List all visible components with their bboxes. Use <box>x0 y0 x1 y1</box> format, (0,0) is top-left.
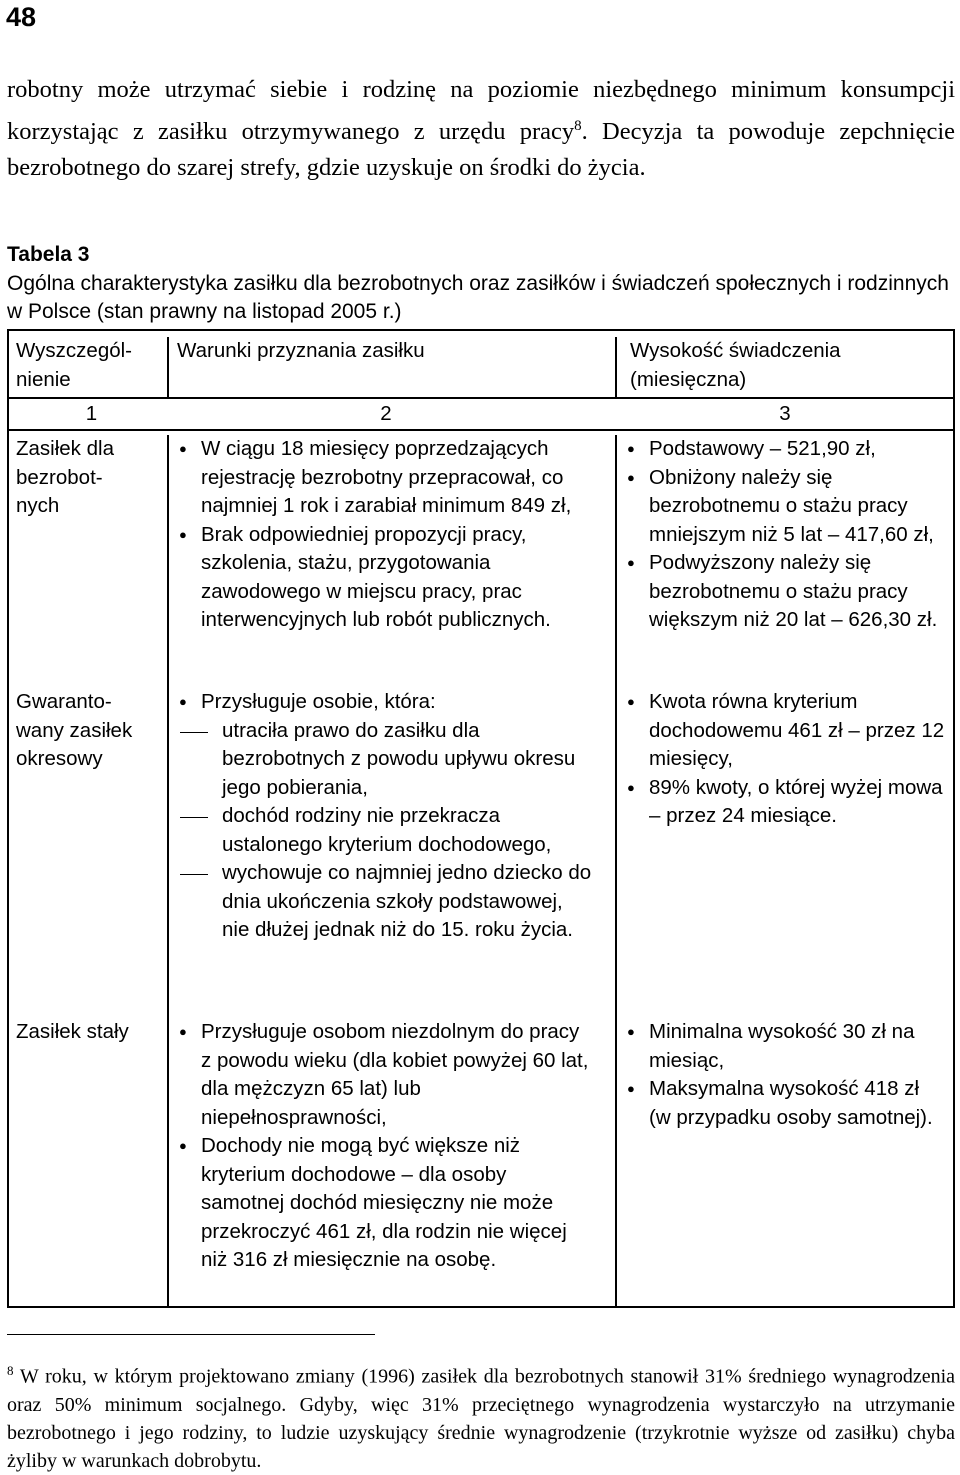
amount-cell <box>617 1016 953 1306</box>
table-title: Ogólna charakterystyka zasiłku dla bezrobotnych oraz zasiłków i świadczeń społecznych i rodzinnych w Polsce (stan prawny na listopad 2005 r.) <box>7 271 949 323</box>
list-item: ● Maksymalna wysokość 418 zł (w przypadku osoby samotnej). <box>625 1075 945 1132</box>
column-number: 2 <box>380 402 392 425</box>
table-row <box>9 431 953 686</box>
list-item: ● W ciągu 18 miesięcy poprzedzających rejestrację bezrobotny przepracował, co najmniej 1 rok i zarabiał minimum 849 zł, <box>177 435 595 521</box>
table-caption <box>7 241 955 327</box>
list-item <box>177 688 595 717</box>
sub-list-item: utraciła prawo do zasiłku dla bezrobotnych z powodu upływu okresu jego pobierania, <box>177 717 595 803</box>
column-number-row <box>9 397 953 431</box>
table-row <box>9 686 953 1016</box>
header-cell: Wyszczegól- nienie <box>16 339 133 391</box>
page-number: 48 <box>6 2 37 32</box>
benefits-table <box>7 329 955 1308</box>
table-number: Tabela 3 <box>7 243 90 266</box>
intro-text-continued: . Decyzja ta powoduje zepchnięcie bezrobotnego do szarej strefy, gdzie uzyskuje on środki do życia. <box>7 118 955 182</box>
row-name: Gwaranto- wany zasiłek okresowy <box>16 690 133 770</box>
footnote-text: W roku, w którym projektowano zmiany (1996) zasiłek dla bezrobotnych stanowił 31% średniego wynagrodzenia oraz 50% minimum socjalnego. Gdyby, więc 31% przeciętnego wynagrodzenia wystarczyło na utrzymanie bezrobotnego i jego rodziny, to ludzie uzyskujący średnie wynagrodzenie (trzykrotnie wyższe od zasiłku) chyba żyliby w warunkach dobrobytu. <box>7 1365 956 1472</box>
list-item: ● Brak odpowiedniej propozycji pracy, szkolenia, stażu, przygotowania zawodowego w miejscu pracy, prac interwencyjnych lub robót publicznych. <box>177 521 595 635</box>
list-item: ● Podwyższony należy się bezrobotnemu o stażu pracy większym niż 20 lat – 626,30 zł. <box>625 549 945 635</box>
footnote-marker: 8 <box>7 1363 14 1378</box>
list-item: ● Kwota równa kryterium dochodowemu 461 zł – przez 12 miesięcy, <box>625 688 945 774</box>
sub-list-item: dochód rodziny nie przekracza ustalonego kryterium dochodowego, <box>177 802 595 859</box>
conditions-cell <box>167 686 617 1016</box>
column-number: 3 <box>779 402 791 425</box>
list-item: ● 89% kwoty, o której wyżej mowa – przez 24 miesiące. <box>625 774 945 831</box>
header-cell: Warunki przyznania zasiłku <box>167 337 617 397</box>
intro-text: robotny może utrzymać siebie i rodzinę na poziomie niezbędnego minimum konsumpcji korzystając z zasiłku otrzymywanego z urzędu pracy <box>7 76 955 146</box>
intro-paragraph <box>7 72 955 186</box>
column-number: 1 <box>85 402 98 425</box>
table-row <box>9 1016 953 1306</box>
conditions-intro: Przysługuje osobie, która: <box>201 690 436 713</box>
footnote-reference: 8 <box>574 118 582 134</box>
list-item: ● Dochody nie mogą być większe niż kryterium dochodowe – dla osoby samotnej dochód miesięczny nie może przekroczyć 461 zł, dla rodzin nie więcej niż 316 zł miesięcznie na osobę. <box>177 1132 595 1275</box>
conditions-cell <box>167 1016 617 1306</box>
header-cell: Wysokość świadczenia (miesięczna) <box>630 339 841 391</box>
list-item: ● Obniżony należy się bezrobotnemu o stażu pracy mniejszym niż 5 lat – 417,60 zł, <box>625 464 945 550</box>
footnote <box>7 1357 955 1475</box>
row-name: Zasiłek dla bezrobot- nych <box>16 437 114 517</box>
list-item: ● Podstawowy – 521,90 zł, <box>625 435 945 464</box>
sub-list-item: wychowuje co najmniej jedno dziecko do dnia ukończenia szkoły podstawowej, nie dłużej jednak niż do 15. roku życia. <box>177 859 595 945</box>
amount-cell <box>617 686 953 1016</box>
amount-cell <box>617 435 953 686</box>
table-header-row <box>9 331 953 397</box>
footnote-separator <box>7 1334 375 1335</box>
list-item: ● Minimalna wysokość 30 zł na miesiąc, <box>625 1018 945 1075</box>
list-item: ● Przysługuje osobom niezdolnym do pracy z powodu wieku (dla kobiet powyżej 60 lat, dla mężczyzn 65 lat) lub niepełnosprawności, <box>177 1018 595 1132</box>
row-name: Zasiłek stały <box>16 1020 129 1043</box>
conditions-cell <box>167 435 617 686</box>
